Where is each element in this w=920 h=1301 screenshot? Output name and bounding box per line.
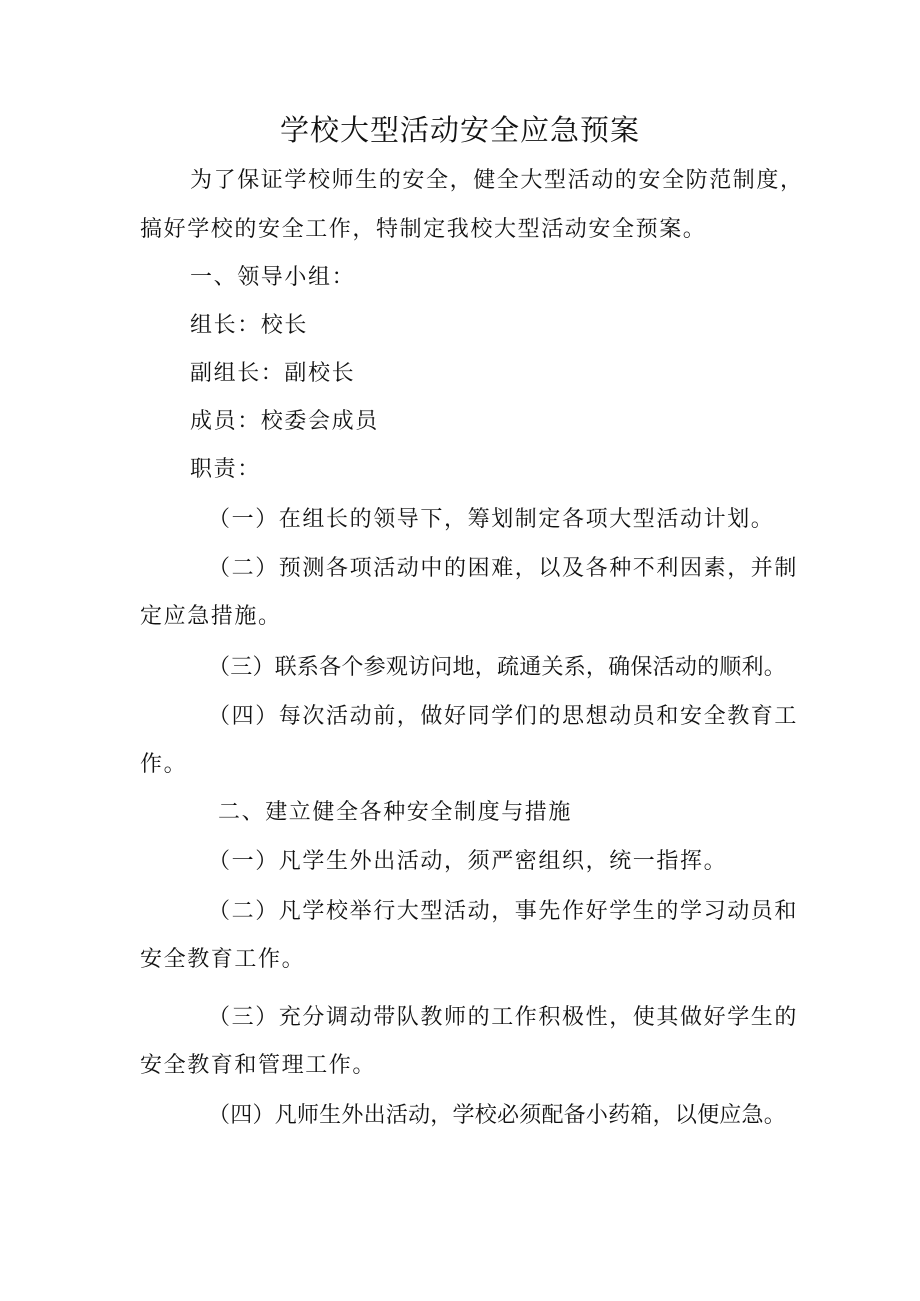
section2-heading: 二、建立健全各种安全制度与措施 <box>218 800 573 825</box>
document-title: 学校大型活动安全应急预案 <box>279 113 640 147</box>
rule-3-line-1: （三）充分调动带队教师的工作积极性，使其做好学生的 <box>208 1005 799 1030</box>
rule-4: （四）凡师生外出活动，学校必须配备小药箱，以便应急。 <box>208 1103 786 1128</box>
section1-heading: 一、领导小组： <box>190 265 356 290</box>
duty-1: （一）在组长的领导下，筹划制定各项大型活动计划。 <box>208 507 775 532</box>
intro-line-1: 为了保证学校师生的安全，健全大型活动的安全防范制度， <box>190 168 804 193</box>
rule-2-line-1: （二）凡学校举行大型活动，事先作好学生的学习动员和 <box>208 899 799 924</box>
rule-1: （一）凡学生外出活动，须严密组织，统一指挥。 <box>208 849 728 874</box>
leader-line: 组长：校长 <box>190 313 309 338</box>
deputy-line: 副组长：副校长 <box>190 361 356 386</box>
duty-4-line-1: （四）每次活动前，做好同学们的思想动员和安全教育工 <box>208 704 799 729</box>
intro-line-2: 搞好学校的安全工作，特制定我校大型活动安全预案。 <box>140 217 707 242</box>
duty-2-line-1: （二）预测各项活动中的困难，以及各种不利因素，并制 <box>208 556 799 581</box>
members-line: 成员：校委会成员 <box>190 409 379 434</box>
duty-2-line-2: 定应急措施。 <box>140 604 282 629</box>
duty-3: （三）联系各个参观访问地，疏通关系，确保活动的顺利。 <box>208 655 786 680</box>
rule-3-line-2: 安全教育和管理工作。 <box>140 1053 377 1078</box>
duty-4-line-2: 作。 <box>140 752 188 777</box>
duties-label: 职责： <box>190 457 261 482</box>
rule-2-line-2: 安全教育工作。 <box>140 947 306 972</box>
